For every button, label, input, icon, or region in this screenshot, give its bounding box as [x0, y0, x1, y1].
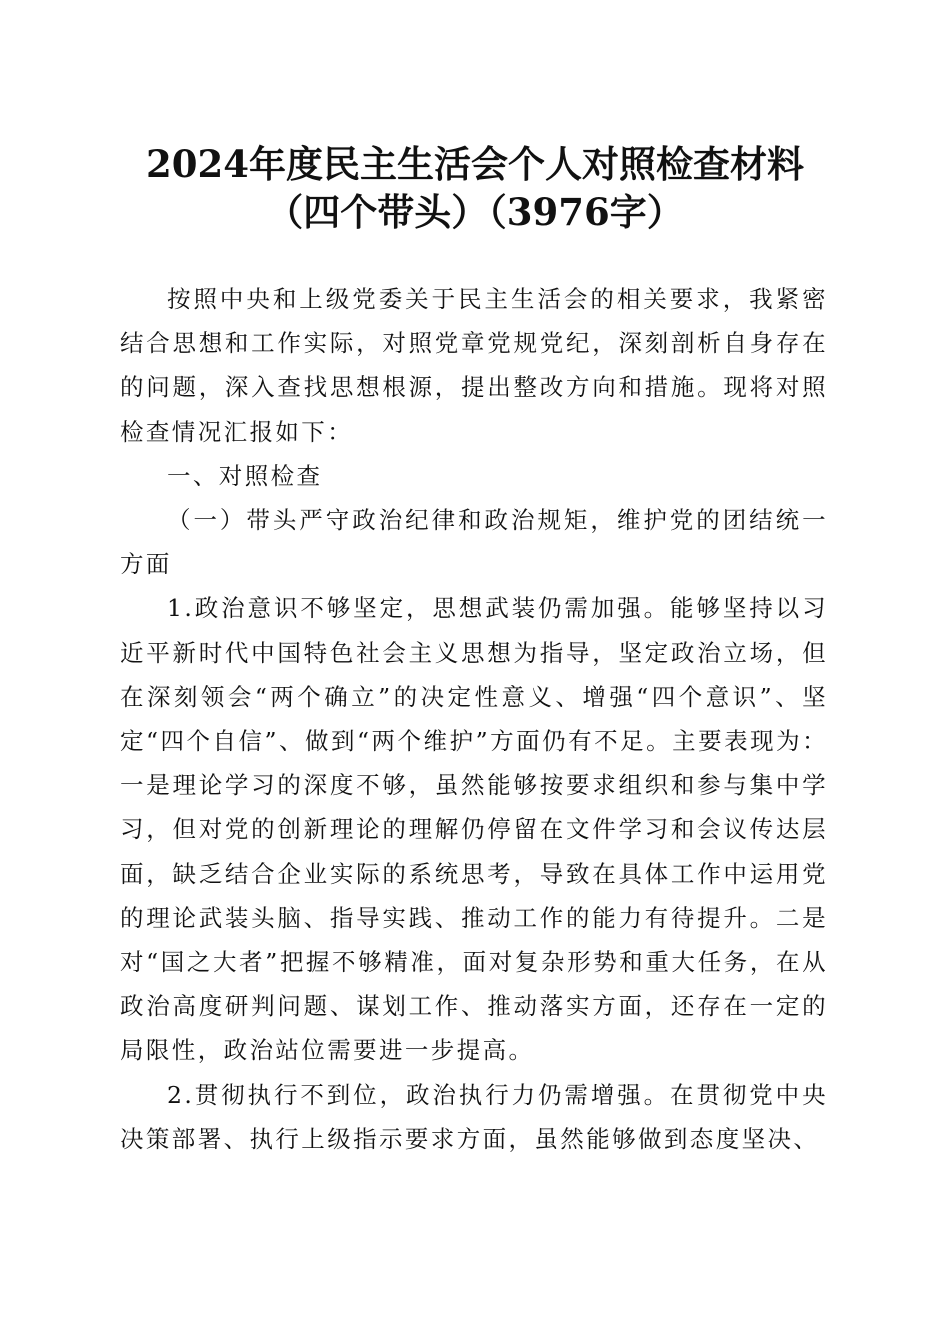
body-paragraph-2: 2.贯彻执行不到位，政治执行力仍需增强。在贯彻党中央决策部署、执行上级指示要求方面，虽然能够做到态度坚决、 [120, 1080, 828, 1153]
body-paragraph-1: 1.政治意识不够坚定，思想武装仍需加强。能够坚持以习近平新时代中国特色社会主义思想为指导，坚定政治立场，但在深刻领会“两个确立”的决定性意义、增强“四个意识”、坚定“四个自信”、做到“两个维护”方面仍有不足。主要表现为：一是理论学习的深度不够，虽然能够按要求组织和参与集中学习，但对党的创新理论的理解仍停留在文件学习和会议传达层面，缺乏结合企业实际的系统思考，导致在具体工作中运用党的理论武装头脑、指导实践、推动工作的能力有待提升。二是对“国之大者”把握不够精准，面对复杂形势和重大任务，在从政治高度研判问题、谋划工作、推动落实方面，还存在一定的局限性，政治站位需要进一步提高。 [120, 594, 828, 1065]
intro-paragraph: 按照中央和上级党委关于民主生活会的相关要求，我紧密结合思想和工作实际，对照党章党规党纪，深刻剖析自身存在的问题，深入查找思想根源，提出整改方向和措施。现将对照检查情况汇报如下： [120, 285, 828, 446]
document-title: 2024年度民主生活会个人对照检查材料（四个带头）（3976字） [146, 142, 804, 234]
section-heading: 一、对照检查 [167, 461, 323, 490]
document-body [120, 277, 828, 1161]
subsection-heading: （一）带头严守政治纪律和政治规矩，维护党的团结统一方面 [120, 506, 828, 579]
